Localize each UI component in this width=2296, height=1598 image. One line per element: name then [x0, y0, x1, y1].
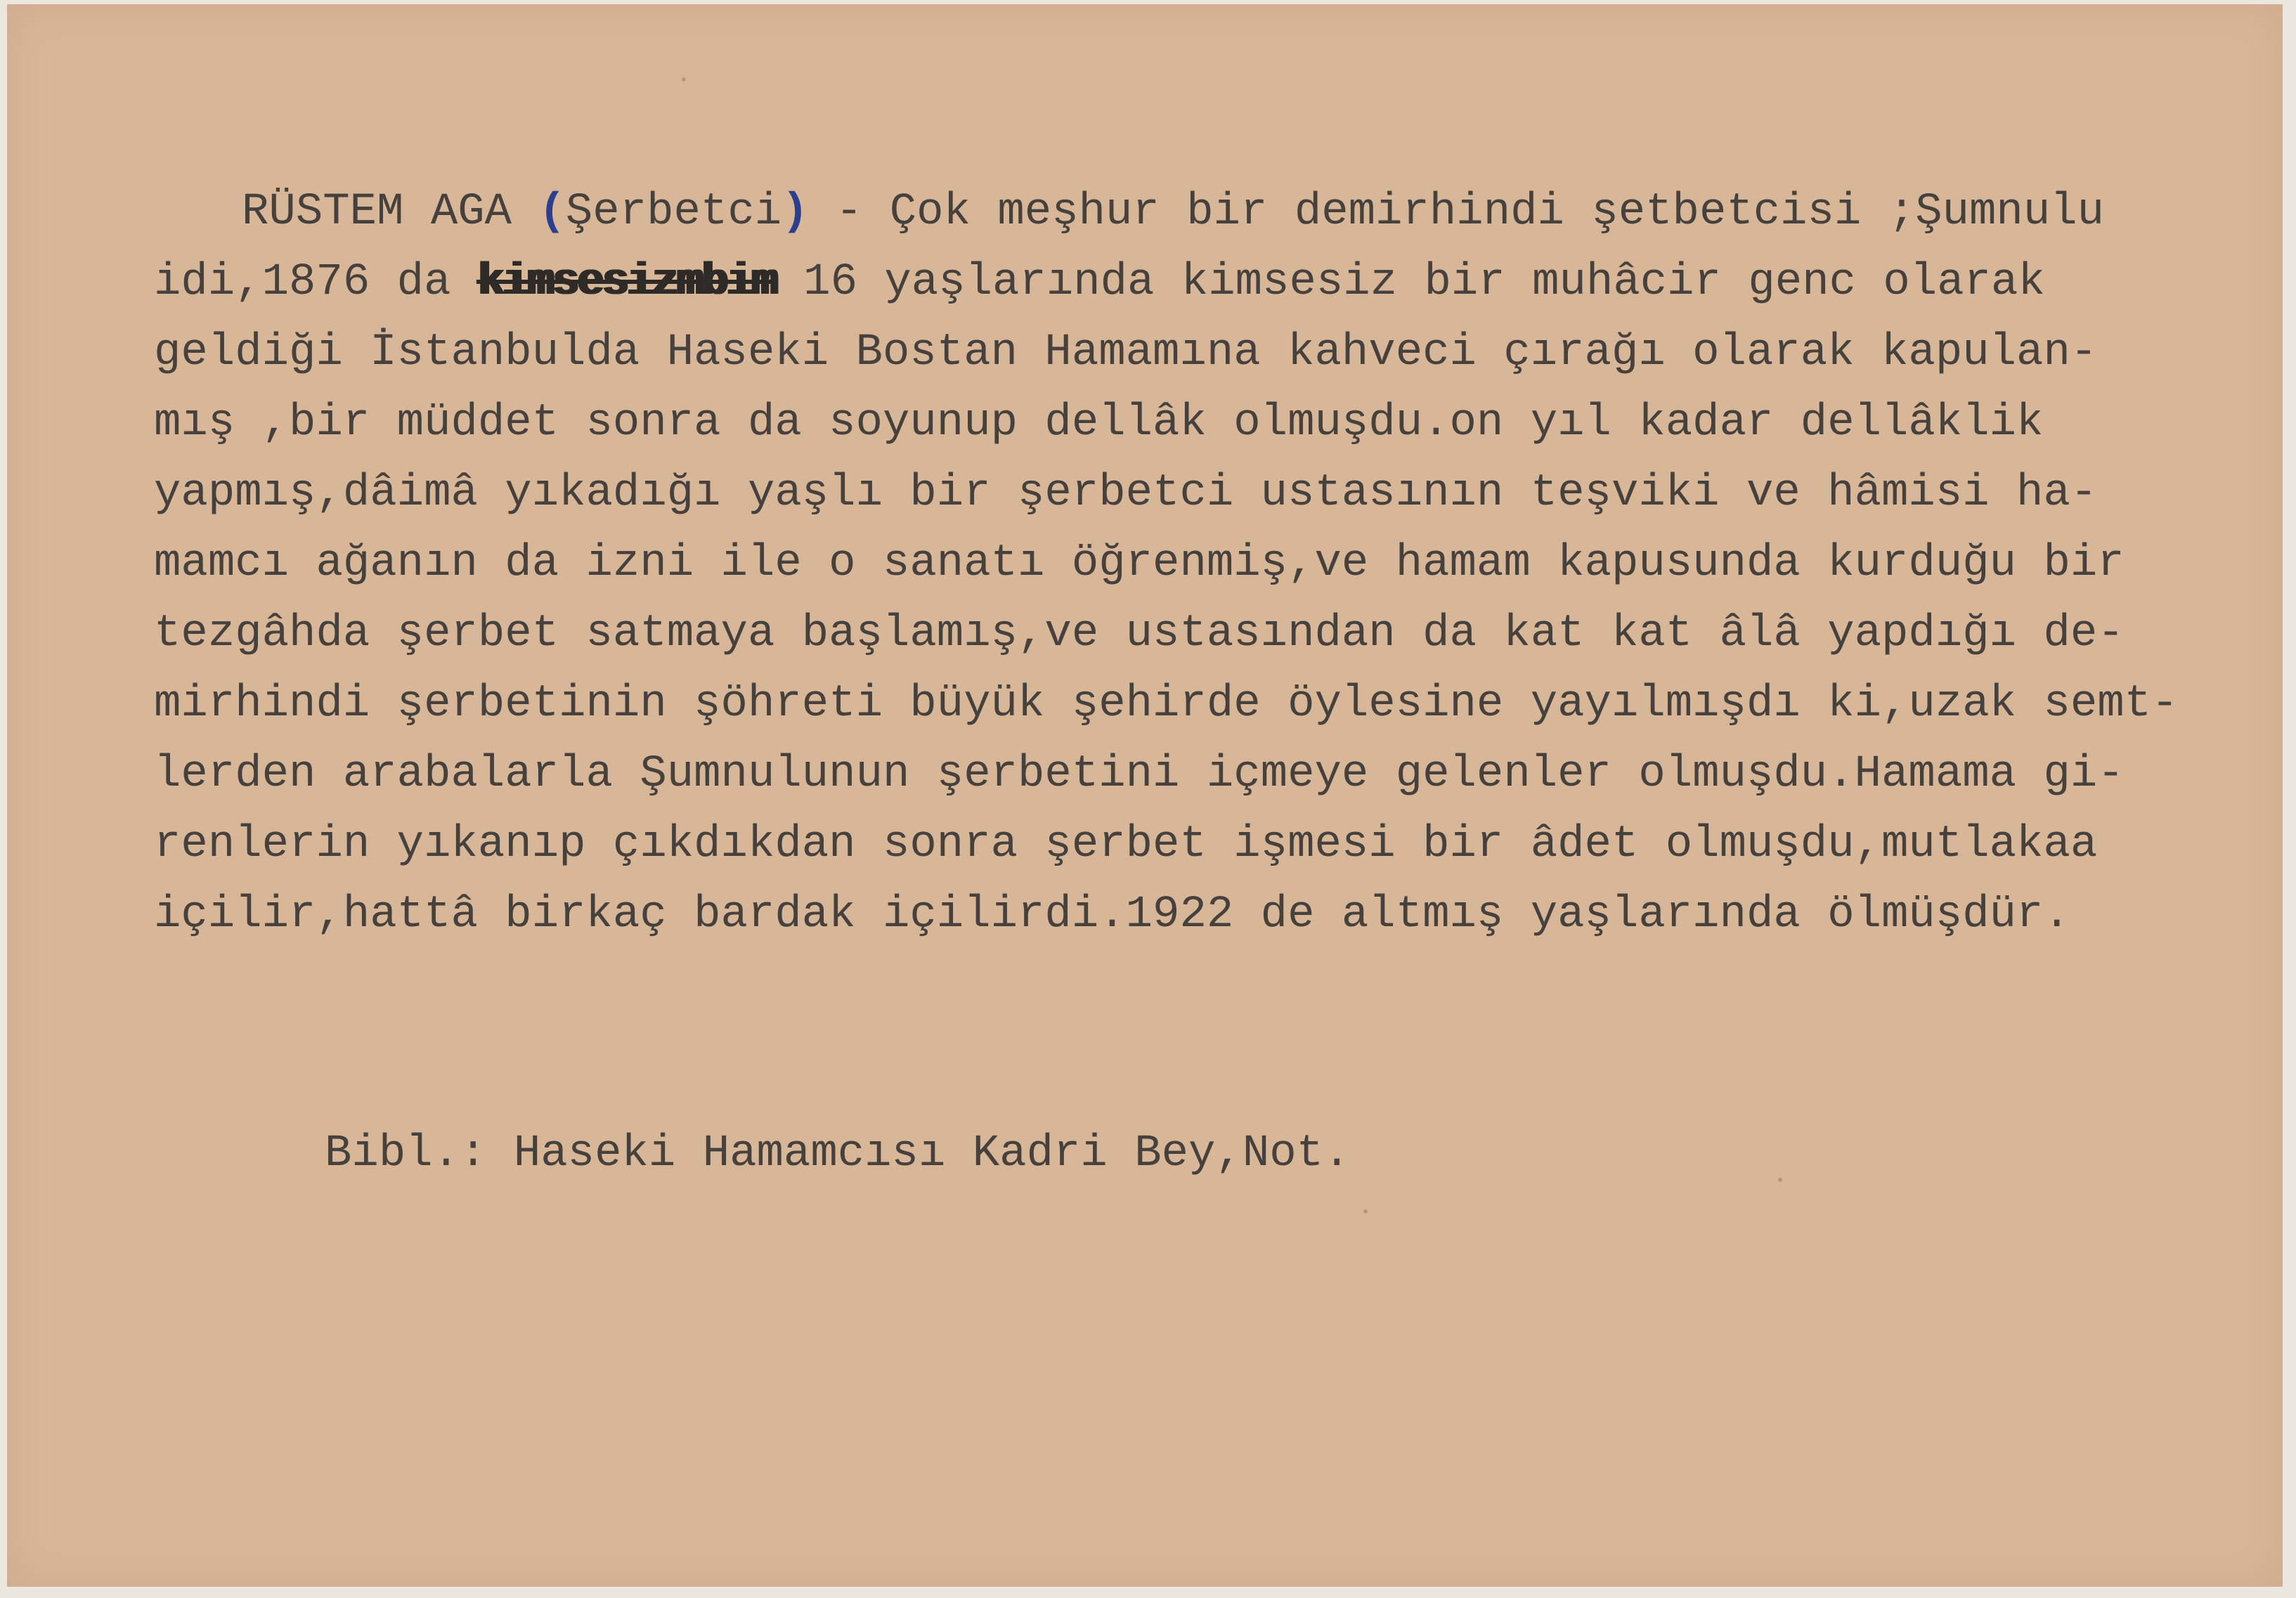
text-line-5: yapmış,dâimâ yıkadığı yaşlı bir şerbetci ustasının teşviki ve hâmisi ha-: [154, 468, 2098, 519]
text-line-9: lerden arabalarla Şumnulunun şerbetini içmeye gelenler olmuşdu.Hamama gi-: [154, 749, 2125, 800]
text-line-3: geldiği İstanbulda Haseki Bostan Hamamına kahveci çırağı olarak kapulan-: [154, 327, 2098, 378]
index-card: [7, 4, 2283, 1587]
entry-occupation: Şerbetci: [565, 187, 782, 238]
text-segment: idi,1876 da: [154, 257, 478, 308]
entry-name: RÜSTEM AGA: [242, 187, 539, 238]
text-line-7: tezgâhda şerbet satmaya başlamış,ve ustasından da kat kat âlâ yapdığı de-: [154, 609, 2125, 659]
text-line-6: mamcı ağanın da izni ile o sanatı öğrenmiş,ve hamam kapusunda kurduğu bir: [154, 538, 2125, 589]
bibliography: [325, 1119, 1350, 1189]
text-line-1: [154, 177, 2178, 247]
text-line-2: [154, 247, 2178, 318]
handwritten-paren-close: ): [781, 187, 809, 238]
paper-speck: [1363, 1209, 1368, 1214]
entry-text-rest: - Çok meşhur bir demirhindi şetbetcisi ;Şumnulu: [808, 187, 2105, 238]
text-segment: 16 yaşlarında kimsesiz bir muhâcir genc olarak: [776, 257, 2045, 308]
text-line-8: mirhindi şerbetinin şöhreti büyük şehirde öylesine yayılmışdı ki,uzak semt-: [154, 679, 2179, 729]
struck-word: kimsesizmbim: [477, 257, 777, 308]
bibliography-line: Bibl.: Haseki Hamamcısı Kadri Bey,Not.: [325, 1129, 1351, 1179]
text-line-10: renlerin yıkanıp çıkdıkdan sonra şerbet işmesi bir âdet olmuşdu,mutlakaa: [154, 819, 2098, 870]
text-line-11: içilir,hattâ birkaç bardak içilirdi.1922 de altmış yaşlarında ölmüşdür.: [154, 890, 2070, 940]
entry-text: [154, 177, 2178, 950]
handwritten-paren-open: (: [538, 187, 566, 238]
text-line-4: mış ,bir müddet sonra da soyunup dellâk olmuşdu.on yıl kadar dellâklik: [154, 398, 2044, 448]
paper-speck: [1778, 1178, 1782, 1182]
paper-speck: [682, 77, 686, 82]
